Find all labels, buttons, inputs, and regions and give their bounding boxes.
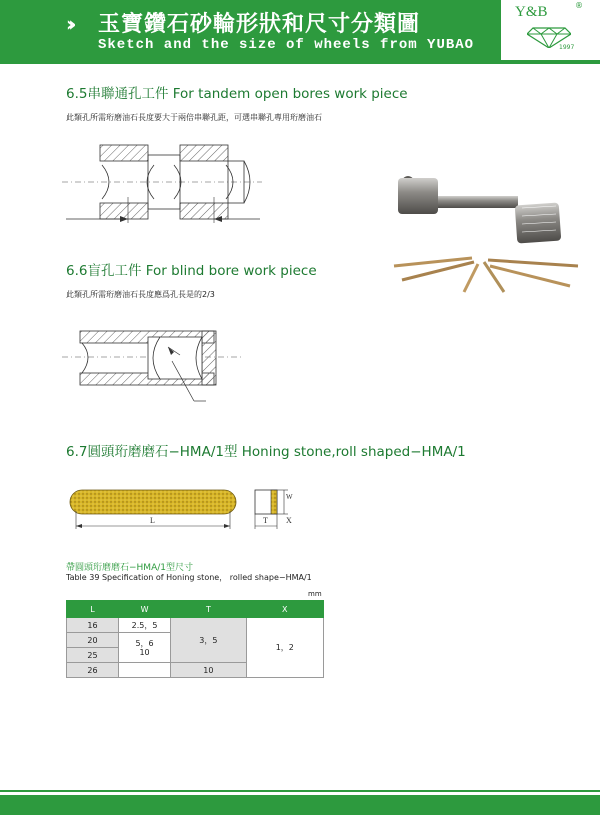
cell-X-merged: 1，2	[246, 618, 323, 678]
cell-W-line: 10	[139, 647, 150, 657]
dim-W-label: W	[286, 493, 293, 501]
logo-text: Y&B	[515, 4, 548, 20]
cell-T-merged: 3，5	[171, 618, 246, 663]
section-6-6-note: 此類孔所需珩磨油石長度應爲孔長是的2/3	[66, 290, 215, 299]
section-6-6-title: 6.6盲孔工件 For blind bore work piece	[66, 263, 317, 279]
col-header-T: T	[171, 601, 246, 618]
cell-L: 26	[67, 663, 119, 678]
col-header-W: W	[118, 601, 170, 618]
honing-stone-diagram	[66, 485, 306, 535]
cell-L: 20	[67, 633, 119, 648]
cell-W	[118, 663, 170, 678]
honing-tool-photo	[380, 170, 585, 295]
header-title-cn: 玉寶鑽石砂輪形狀和尺寸分類圖	[98, 11, 421, 37]
col-header-X: X	[246, 601, 323, 618]
table-header-row	[67, 601, 324, 618]
table-row	[67, 618, 324, 633]
table-caption-cn: 帶圓頭珩磨磨石−HMA/1型尺寸	[66, 563, 193, 573]
header-title-en: Sketch and the size of wheels from YUBAO	[98, 37, 475, 53]
section-6-7-title: 6.7圓頭珩磨磨石−HMA/1型 Honing stone,roll shaped−HMA/1	[66, 444, 466, 460]
table-unit: mm	[308, 590, 322, 598]
section-6-5-note: 此類孔所需珩磨油石長度要大于兩倍串聯孔距，可選串聯孔專用珩磨油石	[66, 113, 322, 122]
tandem-bore-diagram	[62, 135, 262, 230]
cell-W-line: 5，6	[135, 638, 154, 648]
blind-bore-diagram	[62, 325, 242, 410]
brand-logo	[499, 0, 600, 60]
footer-band	[0, 795, 600, 815]
header-arrows-icon: ››	[66, 12, 71, 36]
logo-year: 1997	[559, 44, 575, 51]
cell-W-merged	[118, 633, 170, 663]
table-caption-en: Table 39 Specification of Honing stone， rolled shape−HMA/1	[66, 573, 312, 582]
dim-X-label: X	[286, 516, 292, 525]
logo-registered-mark: ®	[575, 1, 583, 10]
cell-L: 16	[67, 618, 119, 633]
cell-L: 25	[67, 648, 119, 663]
footer-rule	[0, 790, 600, 792]
dim-L-label: L	[150, 516, 155, 525]
cell-W: 2.5，5	[118, 618, 170, 633]
header-rule	[0, 60, 600, 64]
col-header-L: L	[67, 601, 119, 618]
dim-T-label: T	[263, 516, 268, 525]
spec-table	[66, 600, 324, 678]
page-header	[0, 0, 600, 60]
section-6-5-title: 6.5串聯通孔工件 For tandem open bores work piece	[66, 86, 408, 102]
cell-T: 10	[171, 663, 246, 678]
